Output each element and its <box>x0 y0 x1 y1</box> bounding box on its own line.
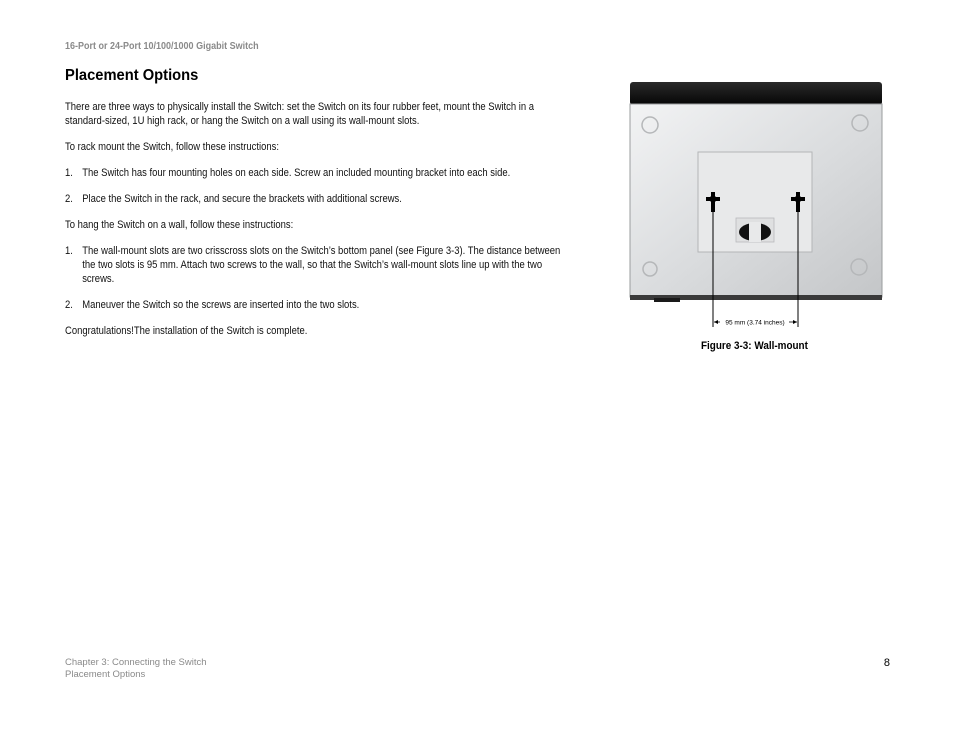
body-text <box>65 100 564 350</box>
list-item <box>65 192 564 206</box>
list-item-text: Place the Switch in the rack, and secure the brackets with additional screws. <box>82 193 402 205</box>
wall-intro-paragraph: To hang the Switch on a wall, follow these instructions: <box>65 219 294 231</box>
list-item <box>65 298 564 312</box>
page-footer <box>65 657 207 681</box>
switch-top-edge <box>630 82 882 105</box>
arrow-right-icon <box>793 320 797 324</box>
page-title: Placement Options <box>65 67 199 84</box>
list-item-number: 2. <box>65 299 73 311</box>
rack-intro-paragraph: To rack mount the Switch, follow these instructions: <box>65 141 280 153</box>
list-item-number: 1. <box>65 167 73 179</box>
list-item <box>65 166 564 180</box>
arrow-left-icon <box>714 320 718 324</box>
list-item-text: The wall-mount slots are two crisscross slots on the Switch’s bottom panel (see Figure 3-3). The distance between the two slots is 95 mm. Attach two screws to the wall, so that the Switch’s wall-mount slots line up with the two screws. <box>82 245 561 285</box>
list-item-number: 2. <box>65 193 73 205</box>
wall-mount-figure <box>628 82 884 332</box>
measurement-label: 95 mm (3.74 inches) <box>725 319 785 327</box>
conclusion-paragraph: Congratulations!The installation of the Switch is complete. <box>65 325 308 337</box>
footer-chapter: Chapter 3: Connecting the Switch <box>65 657 207 668</box>
list-item-number: 1. <box>65 245 73 257</box>
footer-section: Placement Options <box>65 669 146 680</box>
list-item-text: Maneuver the Switch so the screws are inserted into the two slots. <box>82 299 360 311</box>
switch-bottom-illustration <box>628 82 884 332</box>
figure-caption: Figure 3-3: Wall-mount <box>701 340 808 352</box>
intro-paragraph: There are three ways to physically install the Switch: set the Switch on its four rubber feet, mount the Switch in a standard-sized, 1U high rack, or hang the Switch on a wall using its wall-mount slots. <box>65 101 535 127</box>
running-header: 16-Port or 24-Port 10/100/1000 Gigabit Switch <box>65 41 259 52</box>
list-item <box>65 244 564 286</box>
page-number: 8 <box>883 657 890 669</box>
list-item-text: The Switch has four mounting holes on each side. Screw an included mounting bracket into each side. <box>82 167 511 179</box>
wall-steps-list <box>65 244 564 312</box>
rack-steps-list <box>65 166 564 206</box>
